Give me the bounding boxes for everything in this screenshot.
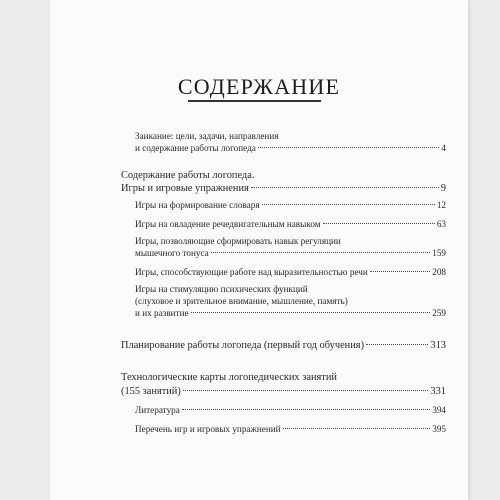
dot-leader <box>211 252 430 253</box>
toc-entry-10-page: 395 <box>432 424 446 434</box>
dot-leader <box>283 428 431 429</box>
toc-entry-5-page: 208 <box>432 267 446 277</box>
dot-leader <box>262 204 435 205</box>
toc-entry-3-text: Игры на овладение речедвигательным навыком <box>135 219 321 229</box>
toc-entry-7-page: 313 <box>430 340 446 351</box>
page-title: СОДЕРЖАНИЕ <box>177 74 341 99</box>
toc-entry-8-line1: Технологические карты логопедических занятий <box>121 372 337 383</box>
toc-entry-6-line1: Игры на стимуляцию психических функций <box>135 284 308 294</box>
dot-leader <box>366 344 428 345</box>
title-underline <box>188 100 321 102</box>
toc-entry-0[interactable] <box>135 143 446 153</box>
toc-entry-0-line1: Заикание: цели, задачи, направления <box>135 131 279 141</box>
toc-entry-6[interactable] <box>135 308 446 318</box>
toc-entry-10[interactable] <box>135 424 446 434</box>
toc-entry-2-page: 12 <box>436 200 446 210</box>
dot-leader <box>258 147 440 148</box>
toc-entry-4-page: 159 <box>432 248 446 258</box>
dot-leader <box>323 223 435 224</box>
toc-entry-3-page: 63 <box>436 219 446 229</box>
toc-entry-1-line1: Содержание работы логопеда. <box>121 170 255 181</box>
toc-entry-1[interactable] <box>121 183 446 194</box>
toc-entry-2-text: Игры на формирование словаря <box>135 200 260 210</box>
toc-entry-5[interactable] <box>135 267 446 277</box>
toc-entry-0-page: 4 <box>441 143 446 153</box>
dot-leader <box>370 271 430 272</box>
toc-entry-9-page: 394 <box>432 405 446 415</box>
toc-entry-7[interactable] <box>121 340 446 351</box>
toc-entry-2[interactable] <box>135 200 446 210</box>
toc-entry-3[interactable] <box>135 219 446 229</box>
toc-entry-4-line1: Игры, позволяющие сформировать навык регуляции <box>135 236 341 246</box>
toc-entry-8-page: 331 <box>430 386 446 397</box>
toc-entry-6-line2: (слуховое и зрительное внимание, мышление, память) <box>135 296 348 306</box>
toc-entry-7-text: Планирование работы логопеда (первый год обучения) <box>121 340 365 351</box>
toc-entry-0-line2: и содержание работы логопеда <box>135 143 256 153</box>
toc-entry-6-line3: и их развитие <box>135 308 189 318</box>
toc-entry-1-page: 9 <box>440 183 446 194</box>
toc-entry-9-text: Литература <box>135 405 180 415</box>
dot-leader <box>251 187 439 188</box>
toc-entry-8[interactable] <box>121 386 446 397</box>
toc-entry-8-line2: (155 занятий) <box>121 386 181 397</box>
dot-leader <box>183 390 429 391</box>
dot-leader <box>182 409 430 410</box>
toc-entry-5-text: Игры, способствующие работе над выразительностью речи <box>135 267 368 277</box>
toc-entry-4[interactable] <box>135 248 446 258</box>
toc-entry-6-page: 259 <box>432 308 446 318</box>
toc-entry-1-line2: Игры и игровые упражнения <box>121 183 249 194</box>
toc-entry-4-line2: мышечного тонуса <box>135 248 209 258</box>
toc-entry-9[interactable] <box>135 405 446 415</box>
dot-leader <box>191 312 431 313</box>
book-page <box>50 0 468 500</box>
toc-entry-10-text: Перечень игр и игровых упражнений <box>135 424 281 434</box>
